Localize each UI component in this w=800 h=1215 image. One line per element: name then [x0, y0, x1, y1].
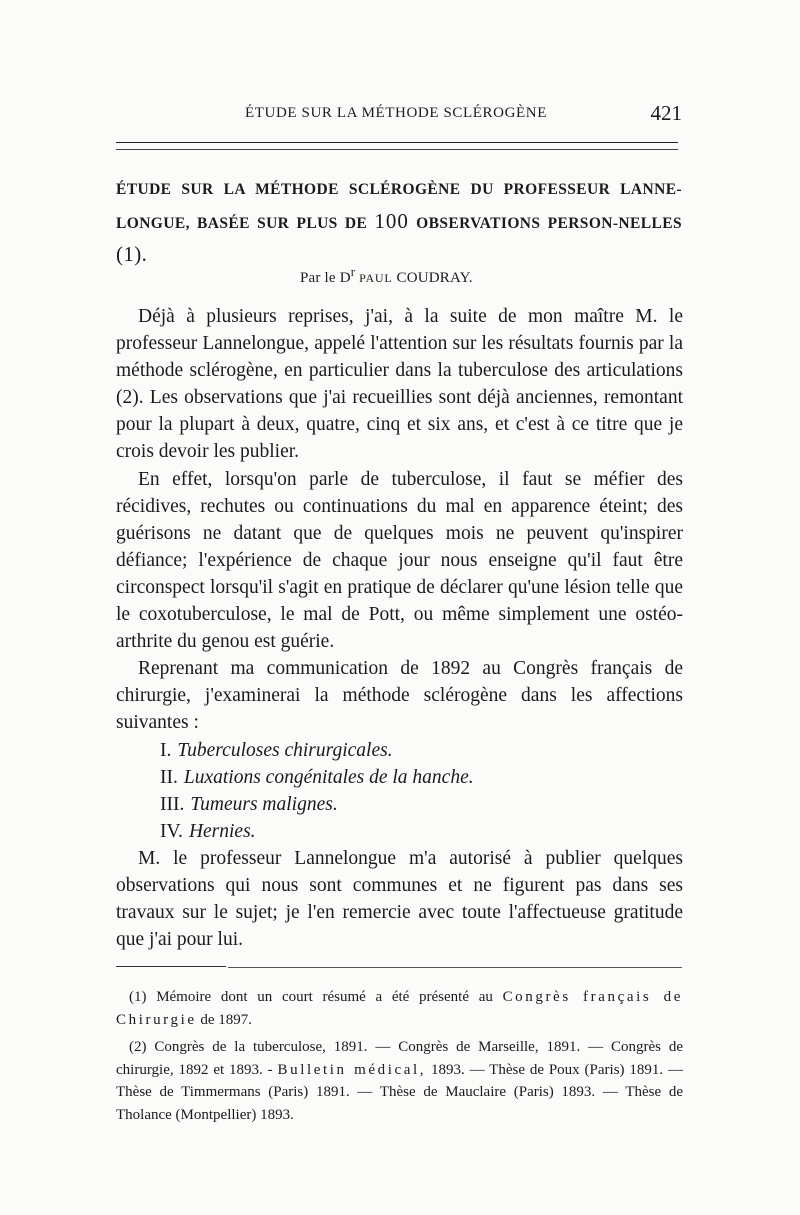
footnote-1-year: de 1897.: [200, 1011, 253, 1028]
paragraph-3: Reprenant ma communication de 1892 au Congrès français de chirurgie, j'examinerai la méthode sclérogène dans les affections suivantes :: [116, 658, 683, 734]
affections-list: [116, 737, 683, 845]
list-item: [116, 737, 683, 764]
footnote-2-text: (2) Congrès de la tuberculose, 1891. — Congrès de Marseille, 1891. — Congrès de chirurgie, 1892 et 1893. -: [116, 1039, 683, 1078]
footnote-1: [116, 986, 683, 1031]
title-part1: ÉTUDE SUR LA MÉTHODE SCLÉROGÈNE DU PROFESSEUR LANNE-LONGUE, BASÉE SUR PLUS DE: [116, 181, 682, 232]
list-title: Tumeurs malignes.: [190, 793, 338, 815]
footnote-rule-secondary: [228, 967, 682, 968]
footnote-1-text: (1) Mémoire dont un court résumé a été présenté au: [129, 989, 493, 1005]
running-title: ÉTUDE SUR LA MÉTHODE SCLÉROGÈNE: [245, 105, 547, 121]
footnote-2: [116, 1036, 683, 1126]
footnote-2-rest: 1893. — Thèse de Poux (Paris) 1891. — Thèse de Timmermans (Paris) 1891. — Thèse de Mauclaire (Paris) 1893. — Thèse de Tholance (Montpellier) 1893.: [116, 1061, 683, 1123]
byline-prefix: Par le D: [300, 270, 351, 286]
title-number: 100: [374, 208, 409, 233]
title-part2: OBSERVATIONS PERSON-NELLES: [416, 214, 682, 232]
list-title: Tuberculoses chirurgicales.: [177, 739, 393, 761]
author-first-name: PAUL: [359, 271, 393, 285]
footnote-2-bulletin: Bulletin médical,: [277, 1061, 427, 1078]
list-numeral: IV.: [160, 820, 183, 842]
byline: [300, 265, 473, 287]
list-title: Hernies.: [188, 820, 256, 842]
list-item: [116, 764, 683, 791]
byline-sup: r: [350, 265, 356, 279]
footnote-1-congress: Congrès français de Chirurgie: [116, 989, 683, 1028]
body-text: [116, 303, 683, 953]
running-head: [116, 101, 682, 125]
list-item: [116, 818, 683, 845]
article-title: [116, 174, 682, 273]
list-item: [116, 791, 683, 818]
paragraph-2: En effet, lorsqu'on parle de tuberculose, il faut se méfier des récidives, rechutes ou continuations du mal en apparence éteint; des guérisons ne datant que de quelques mois ne peuvent qu'inspirer défiance; l'expérience de chaque jour nous enseigne qu'il faut être circonspect lorsqu'il s'agit en pratique de déclarer qu'une lésion telle que le coxotuberculose, le mal de Pott, ou même simplement une ostéo-arthrite du genou est guérie.: [116, 468, 683, 653]
paragraph-1: Déjà à plusieurs reprises, j'ai, à la suite de mon maître M. le professeur Lannelongue, appelé l'attention sur les résultats fournis par la méthode sclérogène, en particulier dans la tuberculose des articulations (2). Les observations que j'ai recueillies sont déjà anciennes, remontant pour la plupart à deux, quatre, cinq et six ans, et c'est à ce titre que je crois devoir les publier.: [116, 306, 683, 463]
author-last-name: COUDRAY.: [396, 270, 473, 286]
footnotes: [116, 986, 683, 1132]
list-numeral: III.: [160, 793, 185, 815]
page-number: 421: [650, 101, 682, 125]
title-footnote-ref: (1).: [116, 242, 148, 266]
closing-paragraph: M. le professeur Lannelongue m'a autorisé à publier quelques observations qui nous sont communes et ne figurent pas dans ses travaux sur le sujet; je l'en remercie avec toute l'affectueuse gratitude que j'ai pour lui.: [116, 847, 683, 951]
list-numeral: II.: [160, 766, 178, 788]
footnote-rule: [116, 966, 226, 967]
header-rule: [116, 142, 678, 150]
list-numeral: I.: [160, 739, 172, 761]
list-title: Luxations congénitales de la hanche.: [183, 766, 474, 788]
